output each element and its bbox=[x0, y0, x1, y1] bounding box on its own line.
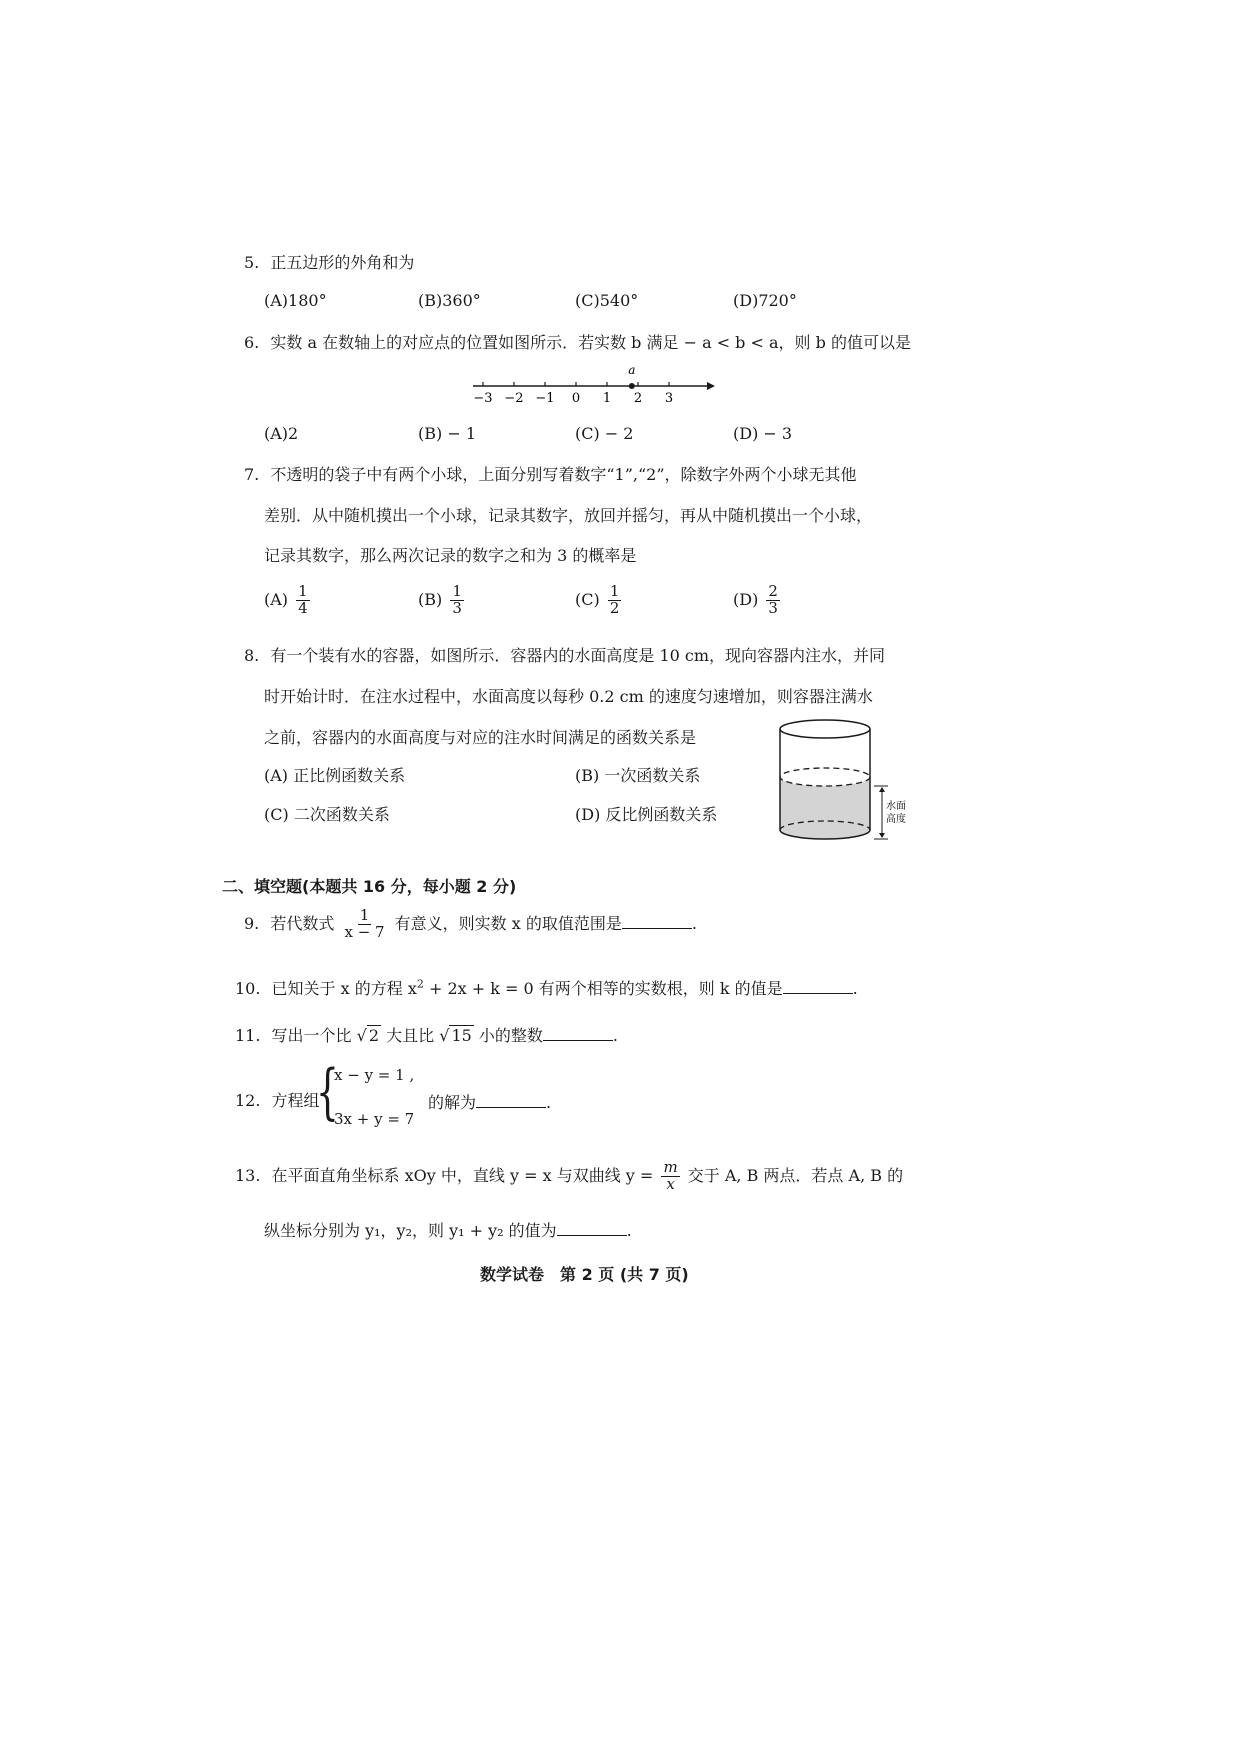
q8-line-3: 之前，容器内的水面高度与对应的注水时间满足的函数关系是 bbox=[264, 728, 697, 747]
q6-stem bbox=[244, 330, 911, 353]
number-line-tick-label: 1 bbox=[602, 391, 612, 406]
q13-line-2 bbox=[264, 1218, 632, 1241]
q7-option-b bbox=[418, 584, 467, 617]
q12-answer bbox=[428, 1090, 551, 1113]
q12-end: . bbox=[546, 1093, 552, 1112]
q7-option-c-label: (C) bbox=[575, 589, 600, 609]
water-surface bbox=[780, 768, 870, 786]
q7-option-a bbox=[264, 584, 313, 617]
q11-number: 11. bbox=[235, 1026, 261, 1045]
q7-text-1: 不透明的袋子中有两个小球，上面分别写着数字“1”,“2”，除数字外两个小球无其他 bbox=[270, 465, 857, 484]
q5-option-a: (A)180° bbox=[264, 291, 327, 310]
height-label-2: 高度 bbox=[886, 814, 906, 825]
fraction-numerator: 1 bbox=[609, 582, 620, 600]
q13-fraction bbox=[661, 1160, 679, 1193]
q12-brace: { bbox=[316, 1057, 339, 1127]
height-label-1: 水面 bbox=[886, 801, 906, 812]
q8-number: 8. bbox=[244, 646, 260, 665]
q8-option-b: (B) 一次函数关系 bbox=[575, 766, 701, 785]
q11-prefix: 写出一个比 bbox=[271, 1026, 352, 1045]
q11-sqrt-1: √ 2 bbox=[356, 1026, 380, 1045]
fraction-denominator: 4 bbox=[298, 598, 308, 617]
q7-option-d-label: (D) bbox=[733, 589, 759, 609]
q13-number: 13. bbox=[235, 1165, 261, 1185]
q8-option-c: (C) 二次函数关系 bbox=[264, 805, 390, 824]
q12-eq1: x − y = 1 , bbox=[334, 1066, 415, 1084]
number-line-tick-label: −1 bbox=[535, 391, 555, 406]
q13-end: . bbox=[626, 1221, 632, 1240]
q6-option-d: (D) − 3 bbox=[733, 424, 793, 443]
number-line-tick-label: −3 bbox=[473, 391, 493, 406]
q6-number: 6. bbox=[244, 333, 260, 352]
number-line-tick-label: 2 bbox=[633, 391, 643, 406]
fraction-numerator: 1 bbox=[452, 582, 462, 600]
q8-option-d: (D) 反比例函数关系 bbox=[575, 805, 718, 824]
fraction-denominator: 2 bbox=[609, 598, 620, 617]
q8-option-a: (A) 正比例函数关系 bbox=[264, 766, 406, 785]
q11-sqrt-2: √ 15 bbox=[439, 1026, 472, 1045]
fraction-denominator: x bbox=[666, 1174, 675, 1193]
q7-option-a-label: (A) bbox=[264, 589, 289, 609]
q13-line-1 bbox=[235, 1160, 903, 1193]
fraction-denominator: x − 7 bbox=[344, 922, 385, 941]
sqrt-radicand: 15 bbox=[451, 1026, 472, 1045]
q12-answer-blank[interactable] bbox=[476, 1093, 546, 1108]
q9-prefix: 若代数式 bbox=[270, 913, 335, 933]
q10-superscript: 2 bbox=[416, 977, 424, 991]
sqrt-radicand: 2 bbox=[368, 1026, 380, 1045]
number-line-point-a bbox=[629, 383, 635, 389]
q10-prefix: 已知关于 x 的方程 x bbox=[271, 979, 417, 998]
q5-option-b: (B)360° bbox=[418, 291, 481, 310]
q5-option-c: (C)540° bbox=[575, 291, 639, 310]
q11 bbox=[235, 1023, 618, 1046]
fraction-denominator: 3 bbox=[768, 598, 778, 617]
page-footer: 数学试卷 第 2 页 (共 7 页) bbox=[480, 1265, 689, 1284]
q7-number: 7. bbox=[244, 465, 260, 484]
q6-option-b: (B) − 1 bbox=[418, 424, 476, 443]
fraction-denominator: 3 bbox=[452, 598, 462, 617]
q12-prefix: 方程组 bbox=[271, 1091, 320, 1110]
q12-number: 12. bbox=[235, 1091, 261, 1110]
number-line-label-a: a bbox=[628, 363, 636, 377]
q11-end: . bbox=[612, 1026, 619, 1045]
q6-option-a: (A)2 bbox=[264, 424, 299, 443]
q7-option-b-label: (B) bbox=[418, 589, 443, 609]
number-line-arrow bbox=[707, 382, 715, 390]
q8-line-2: 时开始计时．在注水过程中，水面高度以每秒 0.2 cm 的速度匀速增加，则容器注满水 bbox=[264, 687, 873, 706]
q8-text-1: 有一个装有水的容器，如图所示．容器内的水面高度是 10 cm，现向容器内注水，并同 bbox=[270, 646, 886, 665]
q10-end: . bbox=[852, 979, 858, 998]
q10-number: 10. bbox=[235, 979, 261, 998]
q13-suffix: 交于 A, B 两点．若点 A, B 的 bbox=[687, 1165, 904, 1185]
number-line-tick-label: −2 bbox=[504, 391, 524, 406]
q6-number-line bbox=[465, 362, 715, 412]
fraction-numerator: m bbox=[663, 1158, 678, 1176]
q11-answer-blank[interactable] bbox=[543, 1026, 613, 1041]
fraction-numerator: 1 bbox=[298, 582, 308, 600]
q11-suffix: 小的整数 bbox=[478, 1026, 543, 1045]
number-line-tick-label: 0 bbox=[571, 391, 581, 406]
q13-prefix: 在平面直角坐标系 xOy 中，直线 y = x 与双曲线 y = bbox=[271, 1165, 654, 1185]
q7-option-c-fraction bbox=[608, 584, 622, 617]
q10-suffix: + 2x + k = 0 有两个相等的实数根，则 k 的值是 bbox=[423, 979, 783, 998]
q7-option-a-fraction bbox=[296, 584, 310, 617]
q9-answer-blank[interactable] bbox=[622, 914, 692, 929]
q8-container-figure bbox=[770, 715, 910, 855]
q7-line-2: 差别．从中随机摸出一个小球，记录其数字，放回并摇匀，再从中随机摸出一个小球， bbox=[264, 506, 873, 525]
q9-fraction bbox=[342, 908, 386, 941]
q7-option-d bbox=[733, 584, 783, 617]
q13-text-2: 纵坐标分别为 y₁，y₂，则 y₁ + y₂ 的值为 bbox=[264, 1221, 557, 1240]
fraction-numerator: 1 bbox=[359, 906, 370, 924]
q10 bbox=[235, 976, 858, 999]
q7-line-1 bbox=[244, 462, 857, 485]
q8-line-1 bbox=[244, 643, 885, 666]
container-top bbox=[780, 720, 870, 738]
q9-suffix: 有意义，则实数 x 的取值范围是 bbox=[394, 913, 622, 933]
q9-number: 9. bbox=[244, 913, 260, 933]
q5-number: 5. bbox=[244, 253, 260, 272]
section-2-title: 二、填空题(本题共 16 分，每小题 2 分) bbox=[222, 877, 517, 896]
q13-answer-blank[interactable] bbox=[557, 1221, 627, 1236]
q9-end: . bbox=[691, 913, 697, 933]
q11-middle: 大且比 bbox=[386, 1026, 435, 1045]
q6-option-c: (C) − 2 bbox=[575, 424, 634, 443]
q7-option-c bbox=[575, 584, 624, 617]
q5-text: 正五边形的外角和为 bbox=[270, 253, 415, 272]
q6-text: 实数 a 在数轴上的对应点的位置如图所示．若实数 b 满足 − a < b < a，则 b 的值可以是 bbox=[270, 333, 911, 352]
q9 bbox=[244, 908, 697, 941]
fraction-numerator: 2 bbox=[768, 582, 778, 600]
q7-option-b-fraction bbox=[450, 584, 464, 617]
q5-option-d: (D)720° bbox=[733, 291, 797, 310]
q12-suffix: 的解为 bbox=[428, 1093, 477, 1112]
q10-answer-blank[interactable] bbox=[783, 979, 853, 994]
q12-eq2: 3x + y = 7 bbox=[334, 1110, 415, 1128]
number-line-tick-label: 3 bbox=[664, 391, 674, 406]
q7-line-3: 记录其数字，那么两次记录的数字之和为 3 的概率是 bbox=[264, 546, 637, 565]
q5-stem bbox=[244, 250, 414, 273]
q7-option-d-fraction bbox=[766, 584, 780, 617]
q12-label bbox=[235, 1088, 320, 1111]
water-fill bbox=[780, 777, 870, 839]
